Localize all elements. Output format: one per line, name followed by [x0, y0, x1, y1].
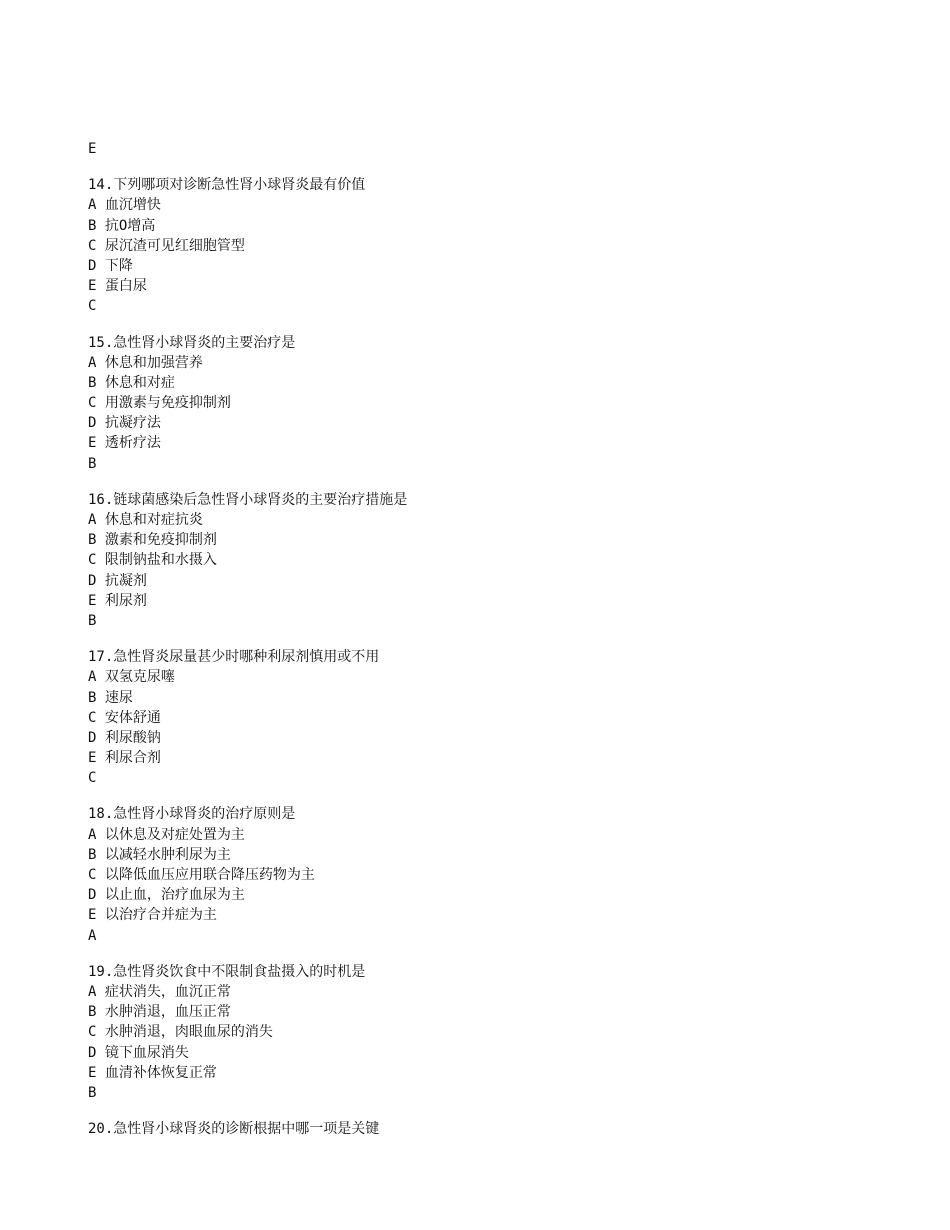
spacer	[88, 946, 908, 962]
option-d: D 下降	[88, 257, 133, 274]
spacer	[88, 1103, 908, 1119]
option-a: A 休息和加强营养	[88, 354, 203, 371]
option-e: E 蛋白尿	[88, 278, 147, 295]
option-a: A 休息和对症抗炎	[88, 512, 203, 528]
option-c: C 用激素与免疫抑制剂	[88, 395, 231, 412]
option-c: C 尿沉渣可见红细胞管型	[88, 237, 245, 254]
spacer	[88, 631, 908, 647]
document-body	[88, 139, 908, 1139]
option-e: E 利尿合剂	[88, 750, 161, 767]
question-stem: 18.急性肾小球肾炎的治疗原则是	[88, 806, 296, 823]
option-d: D 以止血，治疗血尿为主	[88, 887, 245, 904]
option-b: B 以减轻水肿利尿为主	[88, 846, 231, 863]
question-stem: 20.急性肾小球肾炎的诊断根据中哪一项是关键	[88, 1121, 380, 1138]
answer: B	[88, 612, 97, 629]
question-stem: 15.急性肾小球肾炎的主要治疗是	[88, 334, 296, 351]
question-19	[88, 962, 908, 1103]
option-e: E 透析疗法	[88, 435, 161, 452]
question-stem: 14.下列哪项对诊断急性肾小球肾炎最有价值	[88, 177, 366, 194]
option-c: C 以降低血压应用联合降压药物为主	[88, 867, 315, 883]
option-d: D 抗凝剂	[88, 572, 147, 589]
answer: C	[88, 298, 97, 315]
option-b: B 速尿	[88, 689, 133, 706]
question-20	[88, 1119, 908, 1139]
option-e: E 利尿剂	[88, 592, 147, 609]
question-15	[88, 333, 908, 474]
spacer	[88, 788, 908, 804]
answer: A	[88, 927, 97, 944]
option-a: A 双氢克尿噻	[88, 669, 175, 686]
option-a: A 以休息及对症处置为主	[88, 826, 245, 843]
option-e: E 以治疗合并症为主	[88, 907, 217, 924]
option-e: E 血清补体恢复正常	[88, 1064, 217, 1081]
option-b: B 抗O增高	[88, 217, 156, 234]
question-stem: 17.急性肾炎尿量甚少时哪种利尿剂慎用或不用	[88, 649, 380, 666]
option-d: D 利尿酸钠	[88, 729, 161, 746]
question-16	[88, 490, 908, 631]
previous-answer: E	[88, 141, 97, 157]
answer: C	[88, 770, 97, 787]
option-b: B 水肿消退，血压正常	[88, 1004, 231, 1021]
question-17	[88, 647, 908, 788]
option-b: B 休息和对症	[88, 374, 175, 391]
option-c: C 限制钠盐和水摄入	[88, 552, 217, 569]
spacer	[88, 317, 908, 333]
spacer	[88, 474, 908, 490]
option-a: A 血沉增快	[88, 197, 161, 214]
option-c: C 水肿消退，肉眼血尿的消失	[88, 1024, 273, 1041]
option-d: D 镜下血尿消失	[88, 1044, 189, 1061]
option-b: B 激素和免疫抑制剂	[88, 532, 217, 549]
question-stem: 19.急性肾炎饮食中不限制食盐摄入的时机是	[88, 963, 366, 980]
answer: B	[88, 455, 97, 472]
option-c: C 安体舒通	[88, 709, 161, 726]
question-stem: 16.链球菌感染后急性肾小球肾炎的主要治疗措施是	[88, 491, 408, 508]
question-18	[88, 804, 908, 945]
spacer	[88, 159, 908, 175]
answer: B	[88, 1084, 97, 1101]
option-d: D 抗凝疗法	[88, 415, 161, 432]
question-14	[88, 175, 908, 316]
option-a: A 症状消失，血沉正常	[88, 983, 231, 1000]
